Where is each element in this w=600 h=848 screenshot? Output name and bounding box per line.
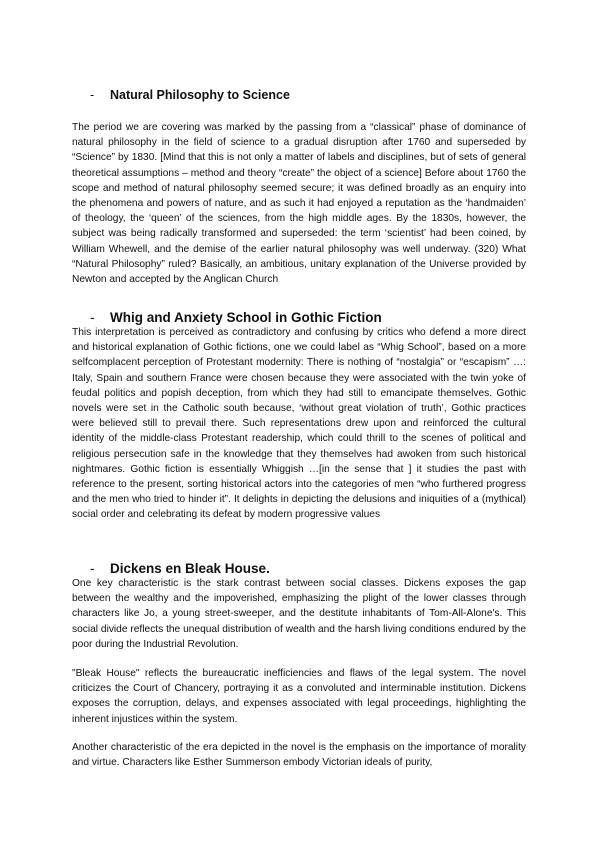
section-heading-dickens [90,561,270,576]
section-heading-text: Dickens en Bleak House. [110,561,270,576]
paragraph-morality: Another characteristic of the era depicted in the novel is the emphasis on the importance of morality and virtue. Characters like Esther Summerson embody Victorian ideals of purity, [72,742,526,769]
paragraph-whig-school: This interpretation is perceived as contradictory and confusing by critics who defend a more direct and historical explanation of Gothic fictions, one we could label as “Whig School”, based on a more selfcomplacent perception of Protestant modernity: There is nothing of “nostalgia” or “escapism” …: Italy, Spain and southern France were chosen because they were associated with the twin yoke of feudal politics and popish deception, from which they had still to emancipate themselves. Gothic novels were set in the Catholic south because, ‘without great violation of truth’, Gothic practices were believed still to prevail there. Such representations drew upon and reinforced the cultural identity of the middle-class Protestant readership, which could thrill to the scenes of political and religious persecution safe in the knowledge that they themselves had awoken from such historical nightmares. Gothic fiction is essentially Whiggish …[in the sense that ] it studies the past with reference to the present, sorting historical actors into the categories of men “who furthered progress and the men who tried to hinder it”. It delights in depicting the delusions and iniquities of a (mythical) social order and celebrating its defeat by modern progressive values [72,327,526,521]
section-heading-text: Whig and Anxiety School in Gothic Fiction [110,310,382,325]
bullet-dash: - [90,561,95,576]
bullet-dash: - [90,310,95,325]
bullet-dash: - [90,88,95,102]
paragraph-natural-philosophy: The period we are covering was marked by the passing from a “classical” phase of dominance of natural philosophy in the field of science to a gradual disruption after 1760 and superseded by “Science” by 1830. [Mind that this is not only a matter of labels and disciplines, but of sets of general theoretical assumptions – method and theory “create” the object of a science] Before about 1760 the scope and method of natural philosophy seemed secure; it was defined broadly as an enquiry into the phenomena and powers of nature, and as such it had enjoyed a reputation as the ‘handmaiden’ of theology, the ‘queen’ of the sciences, from the high middle ages. By the 1830s, however, the subject was being radically transformed and superseded: the term ‘scientist’ had been coined, by William Whewell, and the demise of the earlier natural philosophy was well underway. (320) What “Natural Philosophy” ruled? Basically, an ambitious, unitary explanation of the Universe provided by Newton and accepted by the Anglican Church [72,122,526,286]
paragraph-social-classes: One key characteristic is the stark contrast between social classes. Dickens exposes the gap between the wealthy and the impoverished, emphasizing the plight of the lower classes through characters like Jo, a young street-sweeper, and the destitute inhabitants of Tom-All-Alone's. This social divide reflects the unequal distribution of wealth and the harsh living conditions endured by the poor during the Industrial Revolution. [72,578,526,650]
section-heading-text: Natural Philosophy to Science [110,88,290,102]
section-heading-whig-anxiety [90,310,382,325]
paragraph-legal-system: "Bleak House" reflects the bureaucratic inefficiencies and flaws of the legal system. The novel criticizes the Court of Chancery, portraying it as a convoluted and interminable institution. Dickens exposes the corruption, delays, and expenses associated with legal proceedings, highlighting the inherent injustices within the system. [72,668,526,725]
section-heading-natural-philosophy [90,88,290,102]
